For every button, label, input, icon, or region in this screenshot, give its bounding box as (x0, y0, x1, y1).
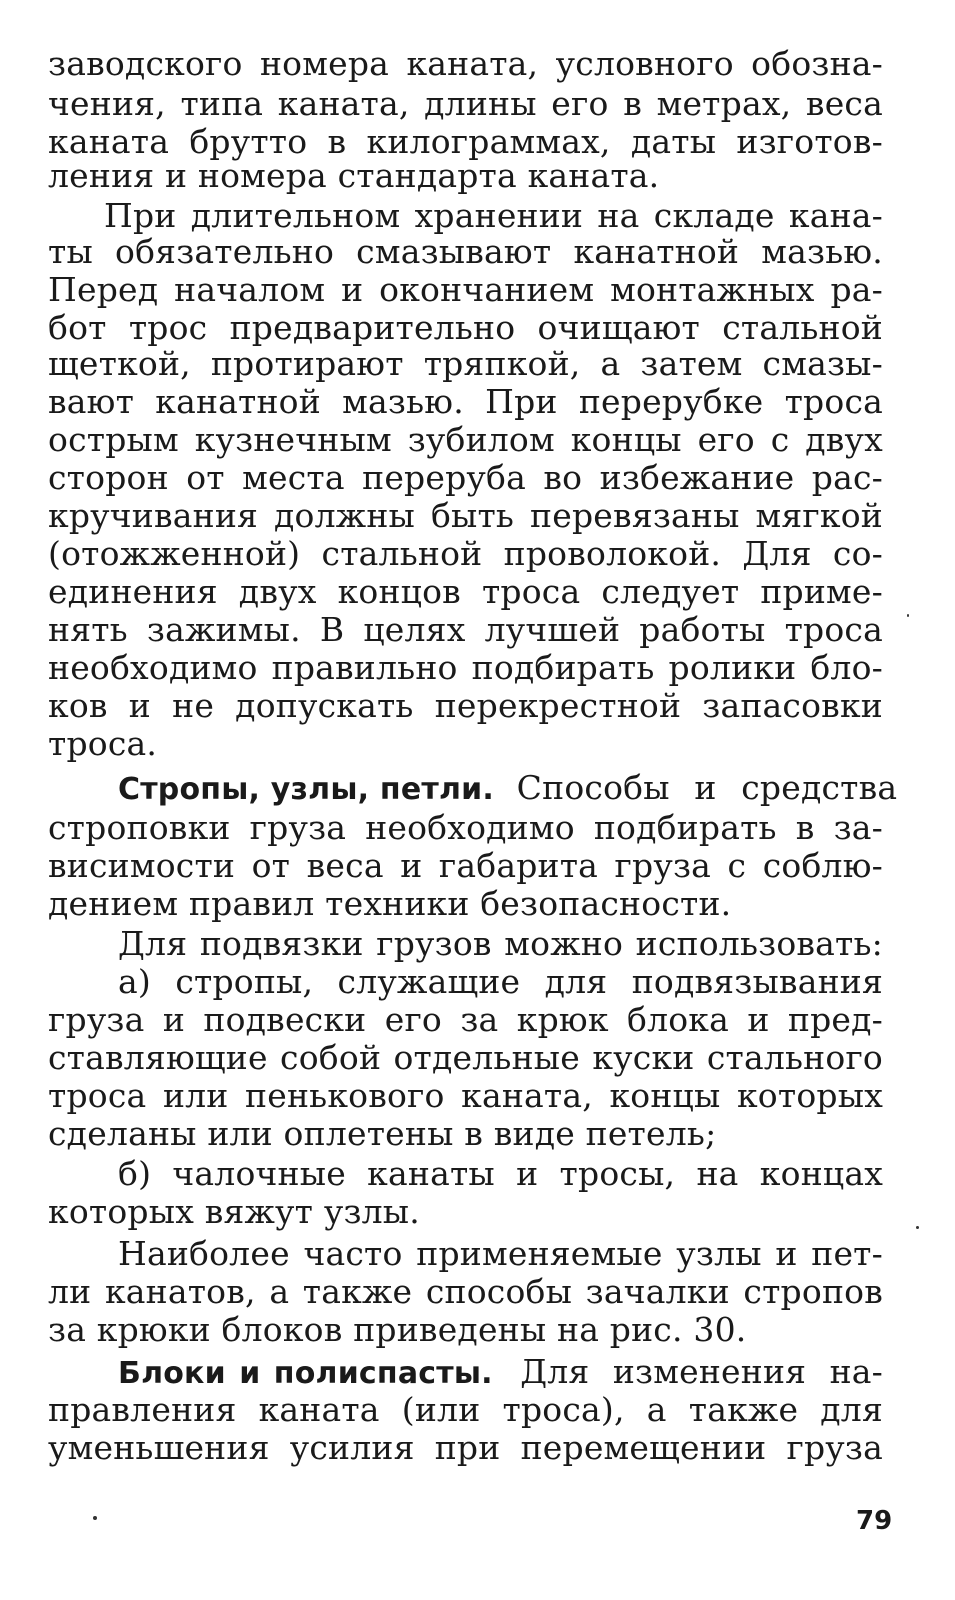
text-line: строповки груза необходимо подбирать в за- (48, 808, 883, 847)
section-heading-line (118, 768, 898, 808)
text-line: ления и номера стандарта каната. (48, 156, 660, 195)
text-line: ставляющие собой отдельные куски стального (48, 1038, 883, 1077)
text-line: троса или пенькового каната, концы которых (48, 1076, 883, 1115)
text-line: Перед началом и окончанием монтажных ра- (48, 270, 883, 309)
text-line: которых вяжут узлы. (48, 1192, 420, 1231)
list-item-b: б) чалочные канаты и тросы, на концах (118, 1154, 883, 1193)
text-line: единения двух концов троса следует приме- (48, 572, 883, 611)
text-line: ков и не допускать перекрестной запасовки (48, 686, 883, 725)
text-line: уменьшения усилия при перемещении груза (48, 1428, 883, 1467)
text-line: чения, типа каната, длины его в метрах, веса (48, 84, 883, 123)
list-item-a: а) стропы, служащие для подвязывания (118, 962, 883, 1001)
section-heading-slings: Стропы, узлы, петли. (118, 772, 494, 807)
text-line: сторон от места переруба во избежание рас- (48, 458, 883, 497)
text-line: нять зажимы. В целях лучшей работы троса (48, 610, 883, 649)
text-line: вают канатной мазью. При перерубке троса (48, 382, 883, 421)
text-run: Для изменения на- (520, 1352, 883, 1391)
text-line: острым кузнечным зубилом концы его с двух (48, 420, 883, 459)
print-speck (916, 1226, 919, 1229)
text-line: При длительном хранении на складе кана- (104, 196, 883, 235)
text-line: каната брутто в килограммах, даты изготов- (48, 122, 883, 161)
text-line: кручивания должны быть перевязаны мягкой (48, 496, 883, 535)
text-run: Способы и средства (516, 768, 898, 807)
text-line: правления каната (или троса), а также для (48, 1390, 883, 1429)
print-speck (93, 1516, 97, 1520)
text-line: заводского номера каната, условного обозна- (48, 44, 883, 83)
section-heading-pulleys: Блоки и полиспасты. (118, 1356, 493, 1391)
text-line: Для подвязки грузов можно использовать: (118, 924, 883, 963)
section-heading-line (118, 1352, 883, 1392)
text-line: за крюки блоков приведены на рис. 30. (48, 1310, 747, 1349)
text-line: бот трос предварительно очищают стальной (48, 308, 883, 347)
text-line: Наиболее часто применяемые узлы и пет- (118, 1234, 883, 1273)
text-line: (отожженной) стальной проволокой. Для со- (48, 534, 883, 573)
text-line: дением правил техники безопасности. (48, 884, 732, 923)
text-line: груза и подвески его за крюк блока и пред- (48, 1000, 883, 1039)
text-line: висимости от веса и габарита груза с соблю- (48, 846, 883, 885)
page-number: 79 (856, 1506, 893, 1536)
text-line: сделаны или оплетены в виде петель; (48, 1114, 717, 1153)
text-line: щеткой, протирают тряпкой, а затем смазы- (48, 344, 883, 383)
text-line: ли канатов, а также способы зачалки стропов (48, 1272, 883, 1311)
text-line: ты обязательно смазывают канатной мазью. (48, 232, 883, 271)
text-line: троса. (48, 724, 158, 763)
text-line: необходимо правильно подбирать ролики бло- (48, 648, 883, 687)
print-speck (907, 614, 909, 617)
